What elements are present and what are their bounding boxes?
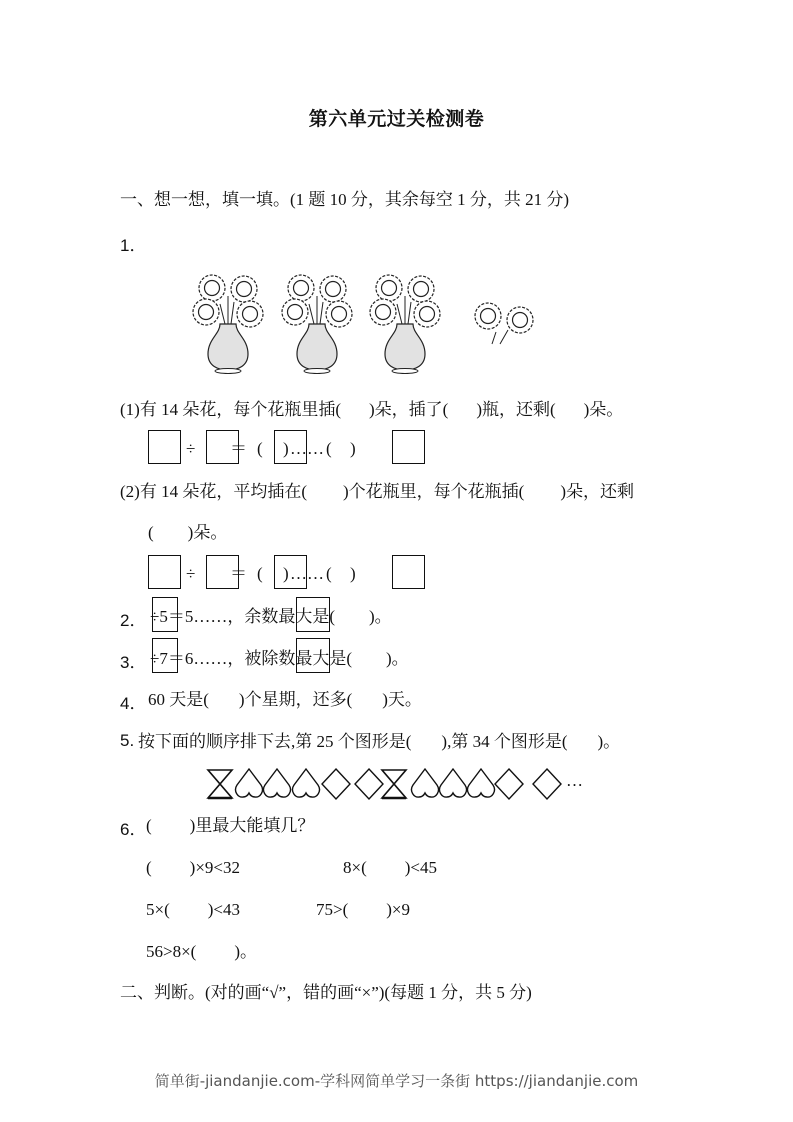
answer-box[interactable] xyxy=(392,555,425,589)
remainder-dots: …… xyxy=(290,564,324,583)
equals-sign: ＝ xyxy=(230,564,247,583)
shape-sequence xyxy=(205,767,595,801)
heart-shape xyxy=(468,769,495,797)
diamond-shape xyxy=(495,769,523,799)
vase-1 xyxy=(193,275,263,374)
heart-shape xyxy=(440,769,467,797)
hourglass-shape xyxy=(208,770,232,798)
vase-3 xyxy=(370,275,440,374)
heart-shape xyxy=(412,769,439,797)
q2-text: ÷5＝5……，余数最大是( )。 xyxy=(150,607,392,626)
q1-part2-text-cont: ( )朵。 xyxy=(148,523,228,542)
q6-item-4: 75>( )×9 xyxy=(316,900,410,919)
diamond-shape xyxy=(533,769,561,799)
heart-shape xyxy=(236,769,263,797)
answer-box[interactable] xyxy=(296,597,330,632)
q5-text: 按下面的顺序排下去,第 25 个图形是( ),第 34 个图形是( )。 xyxy=(138,732,621,751)
page-title: 第六单元过关检测卷 xyxy=(308,108,485,130)
q6-item-2: 8×( )<45 xyxy=(343,858,437,877)
q6-prompt: ( )里最大能填几？ xyxy=(146,816,315,835)
answer-box[interactable] xyxy=(296,638,330,673)
q6-item-1: ( )×9<32 xyxy=(146,858,241,877)
section-1-heading: 一、想一想，填一填。(1 题 10 分，其余每空 1 分，共 21 分) xyxy=(120,190,570,209)
divide-sign: ÷ xyxy=(186,564,196,583)
loose-flowers xyxy=(475,303,533,344)
q5-number: 5. xyxy=(120,731,135,750)
answer-box[interactable] xyxy=(148,555,181,589)
q4-number: 4． xyxy=(120,694,147,713)
q6-number: 6． xyxy=(120,820,147,839)
remainder-dots: …… xyxy=(290,439,324,458)
heart-shape xyxy=(293,769,320,797)
answer-box[interactable] xyxy=(392,430,425,464)
footer-watermark: 简单街-jiandanjie.com-学科网简单学习一条街 https://jiandanjie.com xyxy=(154,1072,639,1090)
q1-part2-text: (2)有 14 朵花，平均插在( )个花瓶里，每个花瓶插( )朵，还剩 xyxy=(120,482,634,501)
section-2-heading: 二、判断。(对的画“√”，错的画“×”)(每题 1 分，共 5 分) xyxy=(120,983,532,1002)
q1-part1-text: (1)有 14 朵花，每个花瓶里插( )朵，插了( )瓶，还剩( )朵。 xyxy=(120,400,624,419)
q6-item-5: 56>8×( )。 xyxy=(146,942,258,961)
q1-number: 1． xyxy=(120,236,147,255)
q3-text: ÷7＝6……，被除数最大是( )。 xyxy=(150,649,409,668)
answer-box[interactable] xyxy=(148,430,181,464)
vase-2 xyxy=(282,275,352,374)
q3-number: 3． xyxy=(120,653,147,672)
hourglass-shape xyxy=(382,770,406,798)
q6-item-3: 5×( )<43 xyxy=(146,900,240,919)
q4-text: 60 天是( )个星期，还多( )天。 xyxy=(148,690,422,709)
heart-shape xyxy=(264,769,291,797)
q2-number: 2． xyxy=(120,611,147,630)
equals-sign: ＝ xyxy=(230,439,247,458)
sequence-ellipsis: … xyxy=(566,771,583,790)
diamond-shape xyxy=(355,769,383,799)
divide-sign: ÷ xyxy=(186,439,196,458)
flower-vases-figure xyxy=(190,272,550,377)
diamond-shape xyxy=(322,769,350,799)
